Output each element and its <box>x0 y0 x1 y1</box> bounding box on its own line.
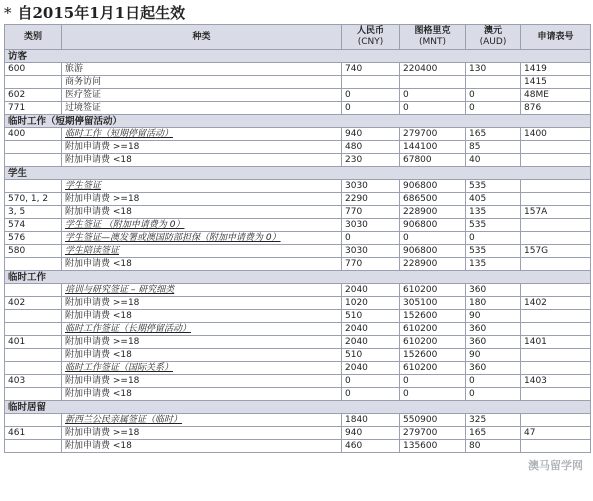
cny-cell: 0 <box>342 388 400 401</box>
mnt-cell <box>400 76 466 89</box>
table-row <box>5 297 591 310</box>
type-cell: 附加申请费 <18 <box>62 258 342 271</box>
mnt-cell: 0 <box>400 232 466 245</box>
form-cell <box>521 232 591 245</box>
cny-cell: 0 <box>342 232 400 245</box>
section-header-row <box>5 167 591 180</box>
form-cell <box>521 258 591 271</box>
category-cell <box>5 440 62 453</box>
form-cell <box>521 193 591 206</box>
type-cell: 临时工作签证（国际关系） <box>62 362 342 375</box>
category-cell: 402 <box>5 297 62 310</box>
table-row <box>5 323 591 336</box>
category-cell <box>5 258 62 271</box>
cny-cell: 740 <box>342 63 400 76</box>
category-cell: 401 <box>5 336 62 349</box>
mnt-cell: 0 <box>400 375 466 388</box>
category-cell: 403 <box>5 375 62 388</box>
mnt-cell: 686500 <box>400 193 466 206</box>
cny-cell: 2040 <box>342 323 400 336</box>
type-cell: 附加申请费 <18 <box>62 154 342 167</box>
header-cny: 人民币 (CNY) <box>342 25 400 50</box>
aud-cell: 165 <box>466 128 521 141</box>
form-cell: 47 <box>521 427 591 440</box>
aud-cell: 180 <box>466 297 521 310</box>
table-row <box>5 362 591 375</box>
category-cell <box>5 284 62 297</box>
type-cell: 过境签证 <box>62 102 342 115</box>
aud-cell: 85 <box>466 141 521 154</box>
type-cell: 附加申请费 >=18 <box>62 336 342 349</box>
cny-cell: 510 <box>342 349 400 362</box>
mnt-cell: 0 <box>400 89 466 102</box>
cny-cell: 770 <box>342 206 400 219</box>
category-cell <box>5 180 62 193</box>
aud-cell: 535 <box>466 180 521 193</box>
form-cell <box>521 362 591 375</box>
cny-cell: 480 <box>342 141 400 154</box>
table-row <box>5 245 591 258</box>
header-category: 类别 <box>5 25 62 50</box>
type-cell: 临时工作签证（长期停留活动） <box>62 323 342 336</box>
type-cell: 附加申请费 >=18 <box>62 193 342 206</box>
table-header-row <box>5 25 591 50</box>
table-row <box>5 141 591 154</box>
aud-cell: 0 <box>466 388 521 401</box>
table-row <box>5 219 591 232</box>
table-row <box>5 102 591 115</box>
mnt-cell: 906800 <box>400 180 466 193</box>
category-cell: 580 <box>5 245 62 258</box>
category-cell: 570, 1, 2 <box>5 193 62 206</box>
table-row <box>5 388 591 401</box>
aud-cell: 80 <box>466 440 521 453</box>
cny-cell: 0 <box>342 89 400 102</box>
category-cell: 602 <box>5 89 62 102</box>
cny-cell: 0 <box>342 102 400 115</box>
cny-cell: 3030 <box>342 245 400 258</box>
cny-cell: 940 <box>342 128 400 141</box>
type-cell: 旅游 <box>62 63 342 76</box>
cny-cell: 2040 <box>342 362 400 375</box>
category-cell: 400 <box>5 128 62 141</box>
cny-cell <box>342 76 400 89</box>
mnt-cell: 610200 <box>400 362 466 375</box>
form-cell <box>521 219 591 232</box>
visa-fee-table <box>4 24 591 453</box>
form-cell: 48ME <box>521 89 591 102</box>
cny-cell: 510 <box>342 310 400 323</box>
mnt-cell: 550900 <box>400 414 466 427</box>
mnt-cell: 220400 <box>400 63 466 76</box>
category-cell <box>5 349 62 362</box>
table-row <box>5 258 591 271</box>
section-title: 临时居留 <box>5 401 591 414</box>
mnt-cell: 228900 <box>400 206 466 219</box>
table-row <box>5 349 591 362</box>
form-cell <box>521 349 591 362</box>
type-cell: 培训与研究签证 – 研究细类 <box>62 284 342 297</box>
mnt-cell: 305100 <box>400 297 466 310</box>
watermark: 澳马留学网 <box>528 459 583 472</box>
category-cell: 461 <box>5 427 62 440</box>
table-row <box>5 89 591 102</box>
cny-cell: 940 <box>342 427 400 440</box>
aud-cell: 90 <box>466 349 521 362</box>
mnt-cell: 152600 <box>400 349 466 362</box>
mnt-cell: 279700 <box>400 427 466 440</box>
aud-cell: 360 <box>466 336 521 349</box>
form-cell: 1415 <box>521 76 591 89</box>
mnt-cell: 0 <box>400 388 466 401</box>
mnt-cell: 610200 <box>400 336 466 349</box>
form-cell <box>521 310 591 323</box>
mnt-cell: 0 <box>400 102 466 115</box>
type-cell: 附加申请费 >=18 <box>62 297 342 310</box>
aud-cell: 360 <box>466 284 521 297</box>
mnt-cell: 135600 <box>400 440 466 453</box>
type-cell: 附加申请费 <18 <box>62 310 342 323</box>
table-row <box>5 427 591 440</box>
category-cell <box>5 76 62 89</box>
category-cell <box>5 414 62 427</box>
mnt-cell: 279700 <box>400 128 466 141</box>
type-cell: 附加申请费 <18 <box>62 440 342 453</box>
mnt-cell: 610200 <box>400 323 466 336</box>
header-type: 种类 <box>62 25 342 50</box>
section-header-row <box>5 115 591 128</box>
section-title: 学生 <box>5 167 591 180</box>
category-cell <box>5 388 62 401</box>
aud-cell: 165 <box>466 427 521 440</box>
table-row <box>5 232 591 245</box>
category-cell <box>5 141 62 154</box>
header-aud: 澳元 (AUD) <box>466 25 521 50</box>
form-cell <box>521 388 591 401</box>
type-cell: 附加申请费 >=18 <box>62 427 342 440</box>
type-cell: 学生签证 <box>62 180 342 193</box>
table-row <box>5 63 591 76</box>
form-cell: 1401 <box>521 336 591 349</box>
mnt-cell: 152600 <box>400 310 466 323</box>
section-header-row <box>5 271 591 284</box>
table-row <box>5 206 591 219</box>
form-cell <box>521 284 591 297</box>
table-row <box>5 375 591 388</box>
title-text: 自2015年1月1日起生效 <box>17 4 186 22</box>
form-cell <box>521 154 591 167</box>
category-cell <box>5 362 62 375</box>
table-row <box>5 336 591 349</box>
table-row <box>5 414 591 427</box>
aud-cell: 360 <box>466 323 521 336</box>
cny-cell: 2040 <box>342 284 400 297</box>
table-row <box>5 180 591 193</box>
form-cell <box>521 323 591 336</box>
mnt-cell: 610200 <box>400 284 466 297</box>
type-cell: 新西兰公民亲属签证（临时） <box>62 414 342 427</box>
type-cell: 医疗签证 <box>62 89 342 102</box>
category-cell <box>5 310 62 323</box>
cny-cell: 3030 <box>342 219 400 232</box>
table-row <box>5 76 591 89</box>
form-cell: 1400 <box>521 128 591 141</box>
form-cell <box>521 414 591 427</box>
form-cell: 157G <box>521 245 591 258</box>
aud-cell: 325 <box>466 414 521 427</box>
category-cell: 771 <box>5 102 62 115</box>
cny-cell: 3030 <box>342 180 400 193</box>
aud-cell: 40 <box>466 154 521 167</box>
aud-cell: 130 <box>466 63 521 76</box>
aud-cell: 0 <box>466 375 521 388</box>
cny-cell: 460 <box>342 440 400 453</box>
table-row <box>5 128 591 141</box>
title-star: * <box>4 4 12 22</box>
aud-cell: 90 <box>466 310 521 323</box>
table-row <box>5 284 591 297</box>
form-cell <box>521 440 591 453</box>
section-title: 访客 <box>5 50 591 63</box>
type-cell: 学生签证 （附加申请费为 0） <box>62 219 342 232</box>
aud-cell: 0 <box>466 89 521 102</box>
aud-cell: 0 <box>466 232 521 245</box>
category-cell: 600 <box>5 63 62 76</box>
category-cell: 3, 5 <box>5 206 62 219</box>
type-cell: 附加申请费 <18 <box>62 388 342 401</box>
form-cell: 876 <box>521 102 591 115</box>
cny-cell: 230 <box>342 154 400 167</box>
cny-cell: 0 <box>342 375 400 388</box>
aud-cell: 535 <box>466 245 521 258</box>
form-cell: 1402 <box>521 297 591 310</box>
aud-cell: 135 <box>466 206 521 219</box>
aud-cell <box>466 76 521 89</box>
type-cell: 附加申请费 <18 <box>62 349 342 362</box>
form-cell <box>521 141 591 154</box>
aud-cell: 405 <box>466 193 521 206</box>
type-cell: 附加申请费 >=18 <box>62 141 342 154</box>
aud-cell: 0 <box>466 102 521 115</box>
type-cell: 商务访问 <box>62 76 342 89</box>
table-row <box>5 193 591 206</box>
type-cell: 附加申请费 >=18 <box>62 375 342 388</box>
type-cell: 临时工作（短期停留活动） <box>62 128 342 141</box>
type-cell: 学生签证—澳发署或澳国防部担保（附加申请费为 0） <box>62 232 342 245</box>
cny-cell: 2040 <box>342 336 400 349</box>
aud-cell: 135 <box>466 258 521 271</box>
form-cell <box>521 180 591 193</box>
type-cell: 附加申请费 <18 <box>62 206 342 219</box>
section-title: 临时工作 <box>5 271 591 284</box>
cny-cell: 1020 <box>342 297 400 310</box>
form-cell: 1419 <box>521 63 591 76</box>
page-title <box>4 2 185 23</box>
category-cell <box>5 323 62 336</box>
category-cell: 576 <box>5 232 62 245</box>
category-cell <box>5 154 62 167</box>
section-header-row <box>5 401 591 414</box>
cny-cell: 2290 <box>342 193 400 206</box>
section-title: 临时工作（短期停留活动） <box>5 115 591 128</box>
header-form: 申请表号 <box>521 25 591 50</box>
form-cell: 157A <box>521 206 591 219</box>
section-header-row <box>5 50 591 63</box>
type-cell: 学生陪读签证 <box>62 245 342 258</box>
header-mnt: 图格里克 (MNT) <box>400 25 466 50</box>
mnt-cell: 67800 <box>400 154 466 167</box>
table-row <box>5 154 591 167</box>
table-row <box>5 440 591 453</box>
cny-cell: 1840 <box>342 414 400 427</box>
mnt-cell: 906800 <box>400 219 466 232</box>
cny-cell: 770 <box>342 258 400 271</box>
aud-cell: 535 <box>466 219 521 232</box>
mnt-cell: 228900 <box>400 258 466 271</box>
form-cell: 1403 <box>521 375 591 388</box>
mnt-cell: 144100 <box>400 141 466 154</box>
aud-cell: 360 <box>466 362 521 375</box>
category-cell: 574 <box>5 219 62 232</box>
mnt-cell: 906800 <box>400 245 466 258</box>
table-row <box>5 310 591 323</box>
